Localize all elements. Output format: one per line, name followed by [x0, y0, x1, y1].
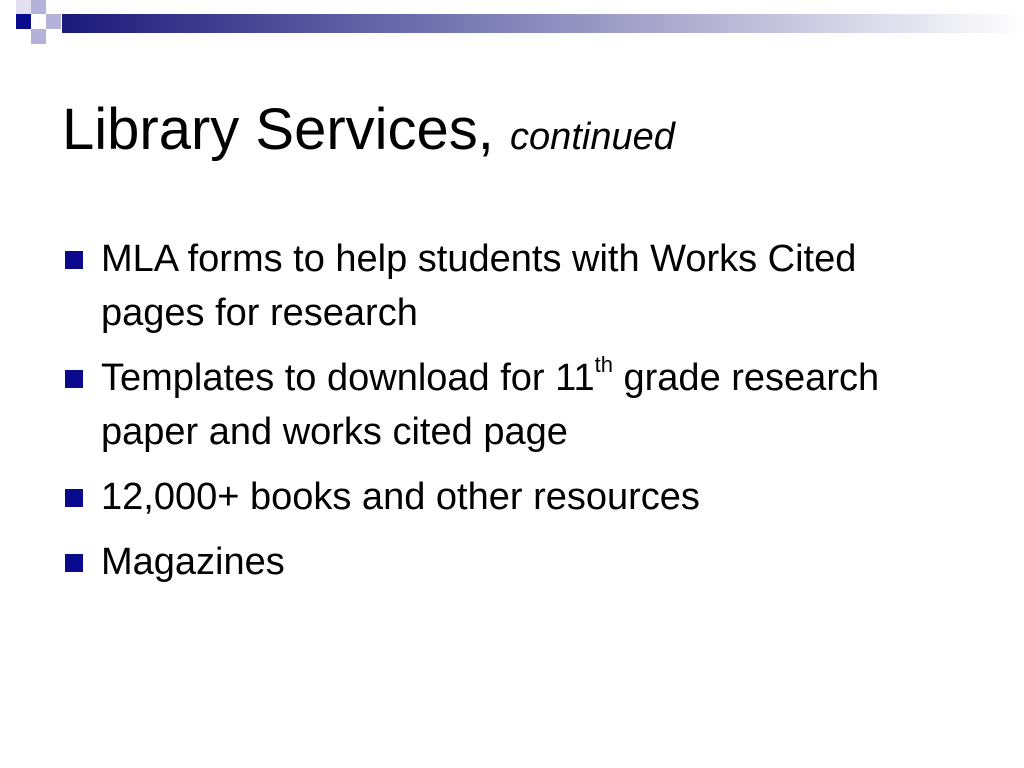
bullet-text: MLA forms to help students with Works Cited pages for research — [101, 238, 857, 334]
header-square — [31, 0, 46, 14]
title-text: Library Services, — [62, 97, 494, 162]
bullet-text: 12,000+ books and other resources — [101, 476, 700, 518]
ordinal-superscript: th — [594, 352, 613, 378]
list-item — [62, 470, 962, 524]
header-square — [16, 0, 31, 14]
header-gradient-bar — [62, 14, 1024, 33]
header-square — [16, 14, 31, 29]
bullet-list — [62, 232, 962, 600]
header-decoration — [0, 0, 1024, 48]
bullet-text: Templates to download for 11 — [101, 357, 595, 399]
square-bullet-icon — [65, 251, 83, 269]
header-square — [46, 0, 61, 14]
bullet-text: Magazines — [101, 541, 285, 583]
square-bullet-icon — [65, 489, 83, 507]
header-square — [31, 29, 46, 44]
page-title — [62, 94, 675, 173]
list-item — [62, 535, 962, 589]
square-bullet-icon — [65, 370, 83, 388]
bullet-text-continued: grade research paper and works cited page — [101, 357, 880, 453]
list-item — [62, 232, 962, 340]
square-bullet-icon — [65, 554, 83, 572]
header-checker-graphic — [0, 0, 1024, 48]
header-square — [46, 14, 61, 29]
list-item — [62, 351, 962, 459]
title-subtitle: continued — [510, 116, 675, 158]
